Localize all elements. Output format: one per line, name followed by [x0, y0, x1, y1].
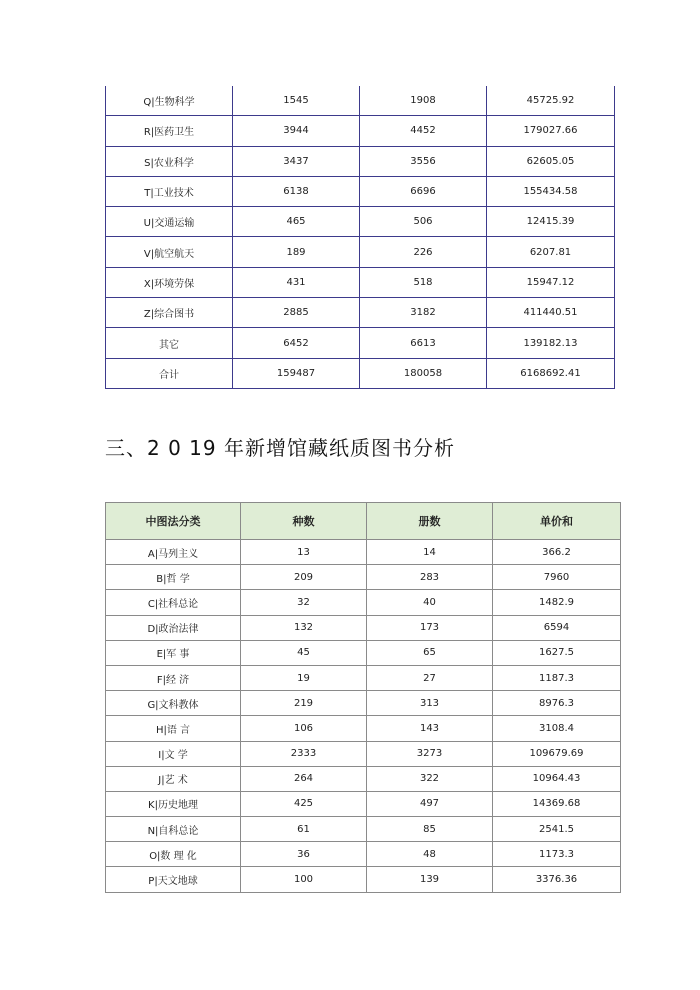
table-header-row	[106, 503, 621, 540]
cell-classification: I|文 学	[106, 741, 241, 766]
cell-classification: C|社科总论	[106, 590, 241, 615]
cell-price-sum: 6168692.41	[487, 358, 615, 388]
cell-title-count: 3437	[233, 146, 360, 176]
cell-title-count: 61	[241, 817, 367, 842]
cell-price-sum: 3108.4	[493, 716, 621, 741]
cell-price-sum: 14369.68	[493, 791, 621, 816]
cell-volume-count: 3182	[360, 298, 487, 328]
header-classification: 中图法分类	[106, 503, 241, 540]
table-row	[106, 791, 621, 816]
cell-volume-count: 139	[367, 867, 493, 892]
table-row	[106, 691, 621, 716]
table-row	[106, 116, 615, 146]
cell-price-sum: 7960	[493, 565, 621, 590]
cell-volume-count: 3556	[360, 146, 487, 176]
cell-price-sum: 366.2	[493, 540, 621, 565]
cell-volume-count: 48	[367, 842, 493, 867]
new-books-table-body	[106, 540, 621, 893]
table-row	[106, 267, 615, 297]
cell-title-count: 2885	[233, 298, 360, 328]
table-row	[106, 716, 621, 741]
cell-classification: S|农业科学	[106, 146, 233, 176]
cell-volume-count: 313	[367, 691, 493, 716]
table-row	[106, 328, 615, 358]
table-row	[106, 665, 621, 690]
cell-classification: A|马列主义	[106, 540, 241, 565]
table-row	[106, 237, 615, 267]
table-row	[106, 867, 621, 892]
cell-volume-count: 27	[367, 665, 493, 690]
new-books-table	[105, 502, 621, 893]
cell-title-count: 2333	[241, 741, 367, 766]
header-volume-count: 册数	[367, 503, 493, 540]
cell-title-count: 425	[241, 791, 367, 816]
header-price-sum: 单价和	[493, 503, 621, 540]
cell-title-count: 159487	[233, 358, 360, 388]
table-row	[106, 207, 615, 237]
table-row	[106, 298, 615, 328]
cell-price-sum: 10964.43	[493, 766, 621, 791]
cell-price-sum: 411440.51	[487, 298, 615, 328]
cell-title-count: 3944	[233, 116, 360, 146]
cell-volume-count: 65	[367, 640, 493, 665]
cell-volume-count: 322	[367, 766, 493, 791]
table-row	[106, 146, 615, 176]
cell-title-count: 219	[241, 691, 367, 716]
cell-price-sum: 8976.3	[493, 691, 621, 716]
cell-title-count: 36	[241, 842, 367, 867]
cell-classification: K|历史地理	[106, 791, 241, 816]
cell-classification: V|航空航天	[106, 237, 233, 267]
cell-title-count: 264	[241, 766, 367, 791]
cell-title-count: 189	[233, 237, 360, 267]
table-row	[106, 86, 615, 116]
cell-volume-count: 518	[360, 267, 487, 297]
cell-title-count: 431	[233, 267, 360, 297]
cell-price-sum: 12415.39	[487, 207, 615, 237]
cell-classification: H|语 言	[106, 716, 241, 741]
table-continued	[105, 86, 615, 389]
cell-volume-count: 226	[360, 237, 487, 267]
cell-classification: E|军 事	[106, 640, 241, 665]
cell-classification: 合计	[106, 358, 233, 388]
cell-price-sum: 155434.58	[487, 176, 615, 206]
table-row	[106, 540, 621, 565]
cell-volume-count: 40	[367, 590, 493, 615]
cell-price-sum: 179027.66	[487, 116, 615, 146]
cell-classification: T|工业技术	[106, 176, 233, 206]
cell-price-sum: 139182.13	[487, 328, 615, 358]
cell-volume-count: 3273	[367, 741, 493, 766]
cell-classification: G|文科教体	[106, 691, 241, 716]
cell-volume-count: 283	[367, 565, 493, 590]
cell-volume-count: 6696	[360, 176, 487, 206]
table-row	[106, 766, 621, 791]
cell-title-count: 45	[241, 640, 367, 665]
cell-title-count: 19	[241, 665, 367, 690]
table-row	[106, 640, 621, 665]
cell-price-sum: 15947.12	[487, 267, 615, 297]
cell-volume-count: 14	[367, 540, 493, 565]
cell-title-count: 132	[241, 615, 367, 640]
cell-classification: U|交通运输	[106, 207, 233, 237]
cell-classification: F|经 济	[106, 665, 241, 690]
cell-title-count: 13	[241, 540, 367, 565]
cell-title-count: 32	[241, 590, 367, 615]
cell-classification: J|艺 术	[106, 766, 241, 791]
cell-volume-count: 180058	[360, 358, 487, 388]
cell-price-sum: 109679.69	[493, 741, 621, 766]
cell-price-sum: 1627.5	[493, 640, 621, 665]
cell-classification: N|自科总论	[106, 817, 241, 842]
cell-price-sum: 62605.05	[487, 146, 615, 176]
cell-volume-count: 6613	[360, 328, 487, 358]
cell-price-sum: 6594	[493, 615, 621, 640]
cell-price-sum: 1187.3	[493, 665, 621, 690]
cell-price-sum: 1173.3	[493, 842, 621, 867]
cell-price-sum: 2541.5	[493, 817, 621, 842]
cell-title-count: 6138	[233, 176, 360, 206]
cell-volume-count: 4452	[360, 116, 487, 146]
cell-volume-count: 85	[367, 817, 493, 842]
table-row	[106, 358, 615, 388]
section-heading: 三、2 0 19 年新增馆藏纸质图书分析	[105, 436, 455, 460]
table-row	[106, 590, 621, 615]
cell-title-count: 106	[241, 716, 367, 741]
cell-volume-count: 497	[367, 791, 493, 816]
header-title-count: 种数	[241, 503, 367, 540]
table-continued-body	[106, 86, 615, 388]
cell-title-count: 209	[241, 565, 367, 590]
cell-volume-count: 143	[367, 716, 493, 741]
table-row	[106, 176, 615, 206]
cell-classification: 其它	[106, 328, 233, 358]
table-row	[106, 842, 621, 867]
cell-classification: P|天文地球	[106, 867, 241, 892]
table-row	[106, 817, 621, 842]
cell-classification: B|哲 学	[106, 565, 241, 590]
cell-price-sum: 6207.81	[487, 237, 615, 267]
cell-title-count: 1545	[233, 86, 360, 116]
cell-title-count: 6452	[233, 328, 360, 358]
table-row	[106, 615, 621, 640]
cell-classification: Q|生物科学	[106, 86, 233, 116]
cell-price-sum: 1482.9	[493, 590, 621, 615]
cell-title-count: 465	[233, 207, 360, 237]
cell-price-sum: 3376.36	[493, 867, 621, 892]
cell-volume-count: 506	[360, 207, 487, 237]
cell-classification: D|政治法律	[106, 615, 241, 640]
cell-volume-count: 173	[367, 615, 493, 640]
cell-classification: O|数 理 化	[106, 842, 241, 867]
table-row	[106, 565, 621, 590]
cell-title-count: 100	[241, 867, 367, 892]
cell-classification: X|环境劳保	[106, 267, 233, 297]
cell-price-sum: 45725.92	[487, 86, 615, 116]
cell-classification: R|医药卫生	[106, 116, 233, 146]
cell-volume-count: 1908	[360, 86, 487, 116]
table-row	[106, 741, 621, 766]
cell-classification: Z|综合图书	[106, 298, 233, 328]
